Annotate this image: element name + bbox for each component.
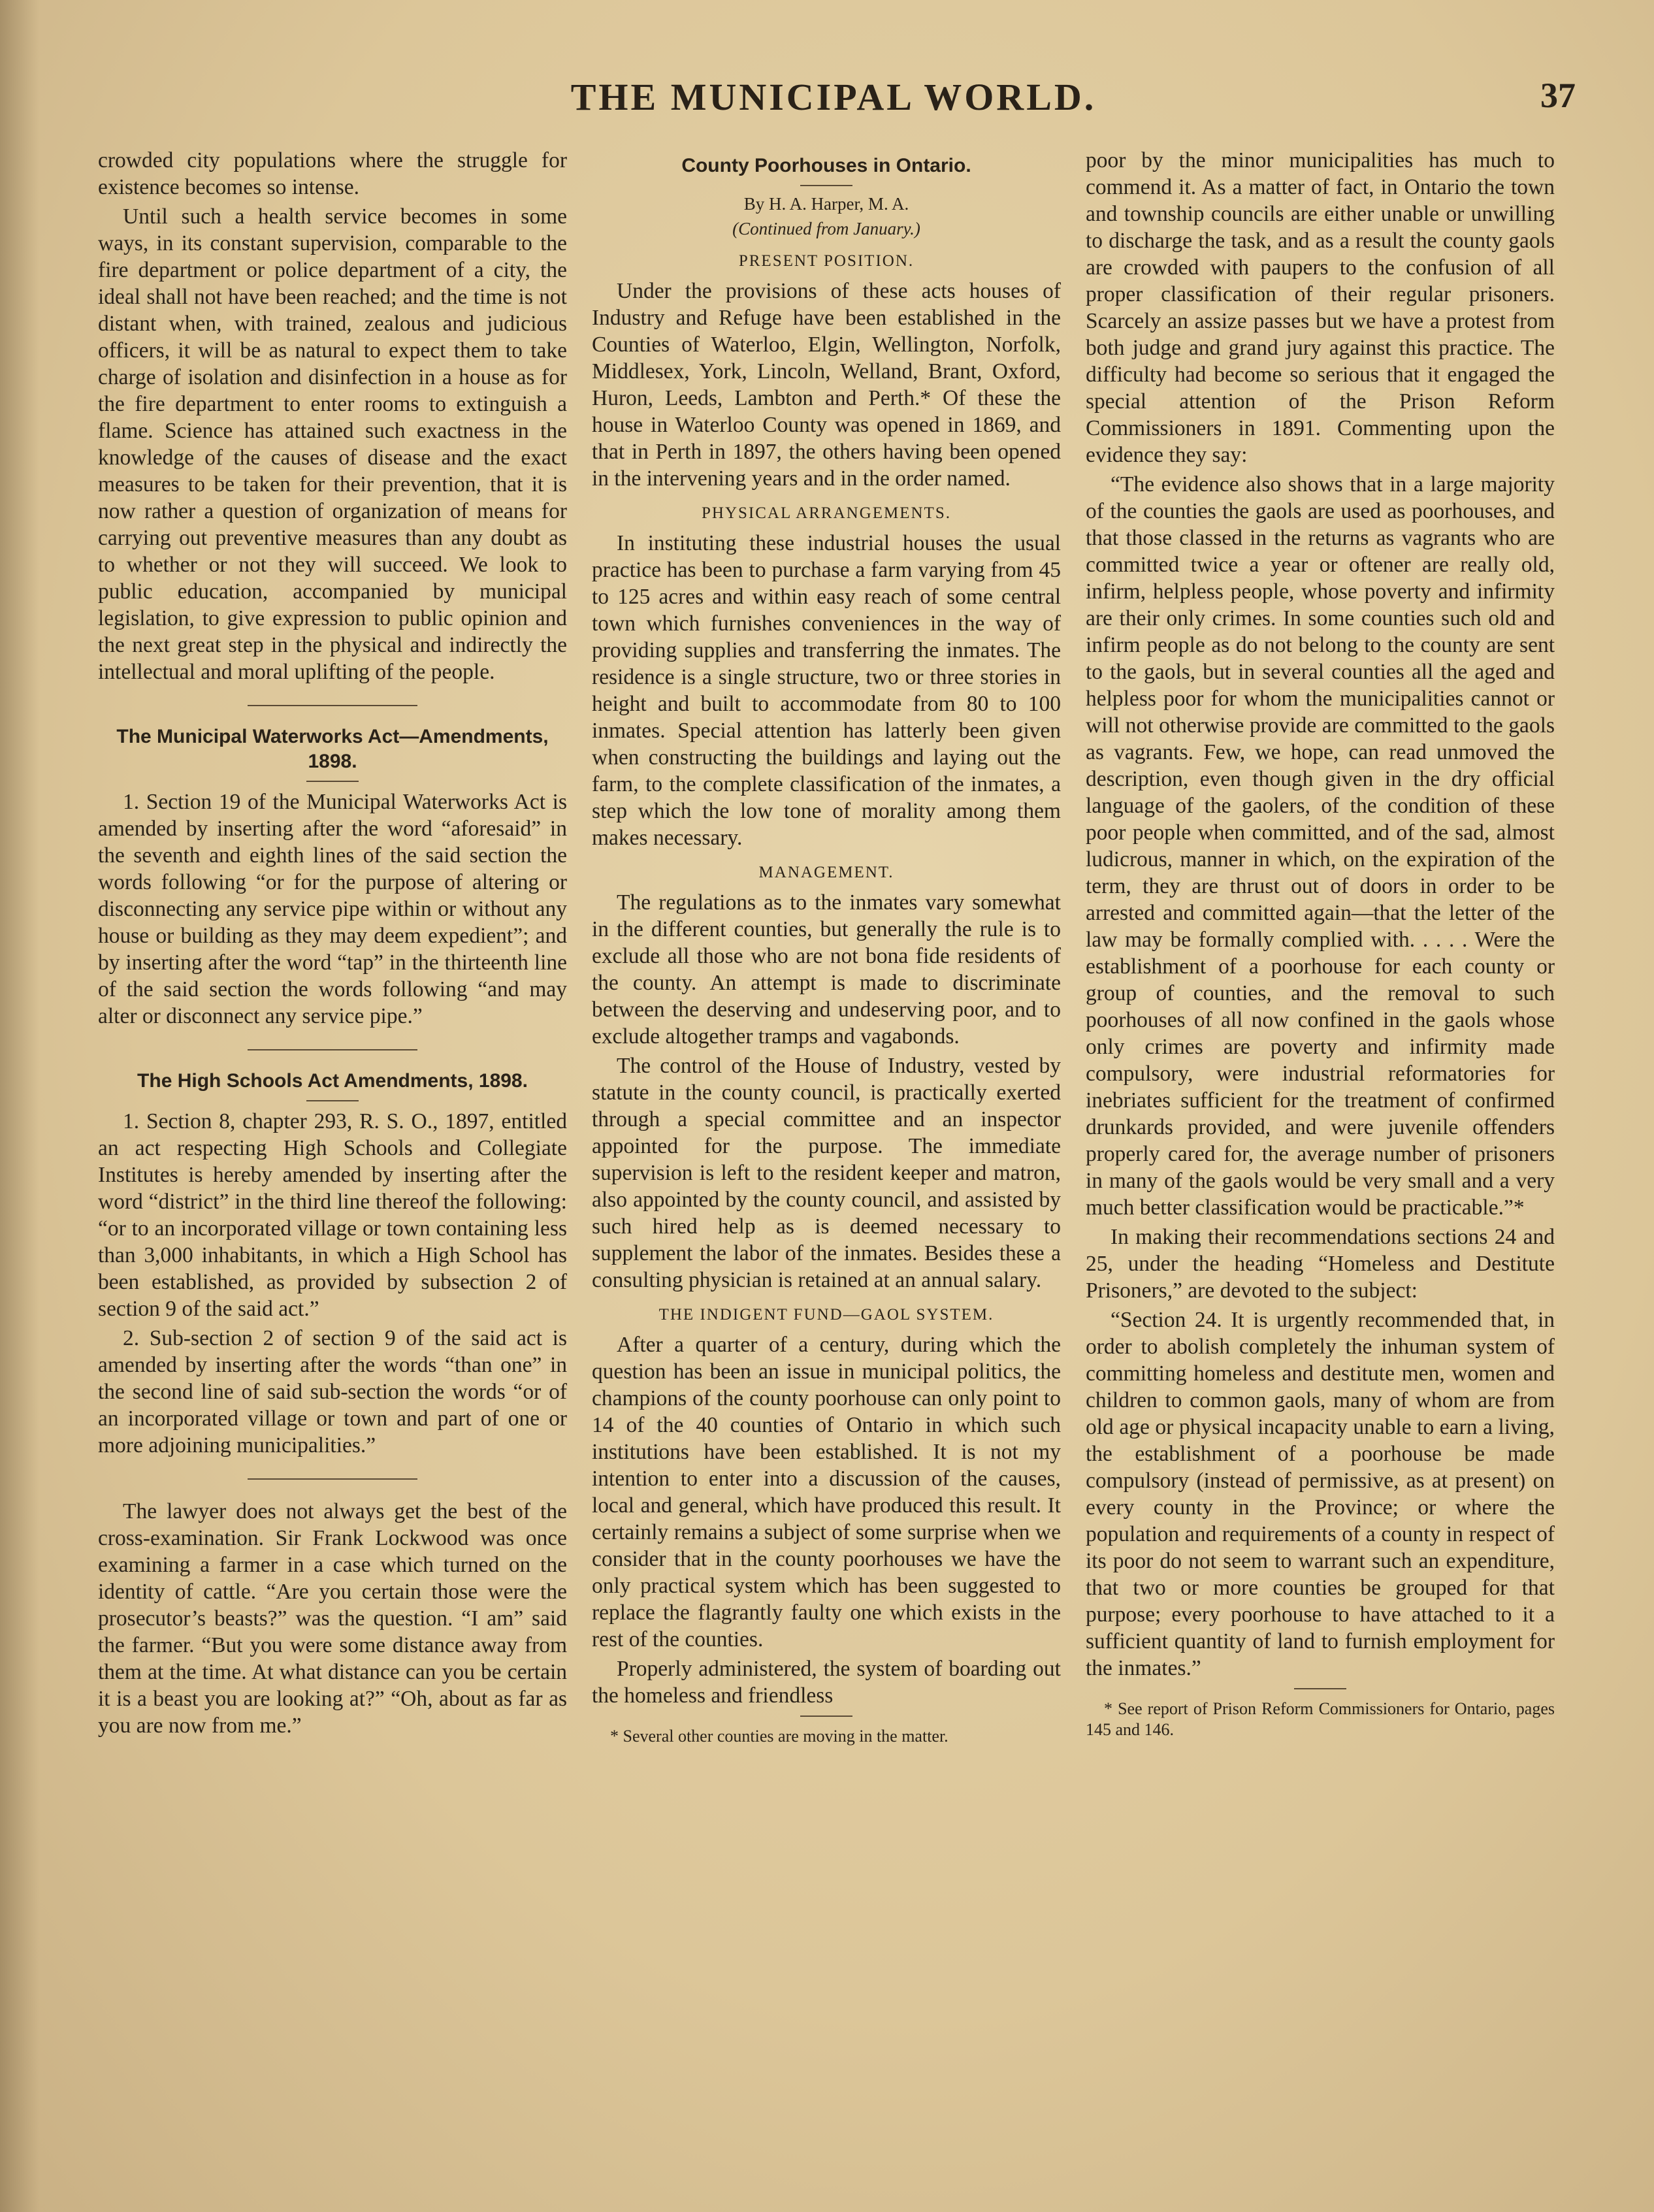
waterworks-heading: The Municipal Waterworks Act—Amendments, 1898.: [116, 726, 549, 772]
physical-arrangements-heading: PHYSICAL ARRANGEMENTS.: [701, 504, 951, 522]
byline: By H. A. Harper, M. A.: [743, 194, 909, 214]
indigent-fund-paragraph-2: Properly administered, the system of boarding out the homeless and friendless: [592, 1657, 1061, 1708]
highschools-heading: The High Schools Act Amendments, 1898.: [137, 1070, 528, 1092]
footnote: * See report of Prison Reform Commissioners for Ontario, pages 145 and 146.: [1086, 1699, 1555, 1739]
section-divider: [248, 1049, 417, 1050]
heading-rule: [800, 185, 852, 186]
heading-rule: [306, 1100, 359, 1101]
lawyer-anecdote: The lawyer does not always get the best of the cross-examination. Sir Frank Lockwood was once examining a farmer in a case which turned on the identity of cattle. “Are you certain those were the prosecutor’s beasts?” was the question. “I am” said the farmer. “But you were some distance away from them at the time. At what distance can you be certain it is a beast you are looking at?” “Oh, about as far as you are now from me.”: [98, 1499, 567, 1738]
commissioners-quote: “The evidence also shows that in a large majority of the counties the gaols are used as poorhouses, and that those classed in the returns as vagrants who are committed twice a year or oftener are really old, infirm, helpless people, whose poverty and infirmity are their only crimes. In some counties such old and infirm people as do not belong to the county are sent to the gaols, but in several counties all the aged and helpless poor for whom the municipalities cannot or will not otherwise provide are committed to the gaols as vagrants. Few, we hope, can read unmoved the description, even though given in the dry official language of the gaolers, of the condition of these poor people when committed, and of the sad, almost ludicrous, manner in which, on the expiration of the term, they are thrust out of doors in order to be arrested and committed again—that the letter of the law may be formally complied with. . . . . Were the establishment of a poorhouse for each county or group of counties, and the removal to such poorhouses of all now confined in the gaols whose only crimes are poverty and infirmity made compulsory, were industrial reformatories for inebriates sufficient for the treatment of confirmed drunkards provided, and were juvenile offenders properly cared for, the average number of prisoners in many of the gaols would be very small and a very much better classification would be practicable.”*: [1086, 472, 1555, 1220]
column-1: [98, 147, 567, 1742]
health-article-paragraph: Until such a health service becomes in some ways, in its constant supervision, comparable to the fire department or police department of a city, the ideal shall not have been reached; and the time is not distant when, with trained, zealous and judicious officers, it will be as natural to expect them to take charge of isolation and disinfection in a house as for the fire department to enter rooms to extinguish a flame. Science has attained such exactness in the knowledge of the causes of disease and the exact measures to be taken for their prevention, that it is now rather a question of organization of means for carrying out preventive measures than any doubt as to whether or not they will succeed. We look to public education, accompanied by municipal legislation, to give expression to public opinion and the next great step in the physical and indirectly the intellectual and moral uplifting of the people.: [98, 204, 567, 684]
heading-rule: [306, 781, 359, 782]
physical-arrangements-paragraph: In instituting these industrial houses the usual practice has been to purchase a farm varying from 45 to 125 acres and within easy reach of some central town which furnishes conveniences in the way of providing supplies and transferring the inmates. The residence is a single structure, two or three stories in height and built to accommodate from 80 to 100 inmates. Special attention has latterly been given when constructing the buildings and laying out the farm, to the complete classification of the inmates, a step which the low tone of morality among them makes necessary.: [592, 531, 1061, 850]
publication-title: THE MUNICIPAL WORLD.: [570, 76, 1097, 118]
recommendations-paragraph: In making their recommendations sections 24 and 25, under the heading “Homeless and Destitute Prisoners,” are devoted to the subject:: [1086, 1225, 1555, 1303]
present-position-heading: PRESENT POSITION.: [738, 252, 915, 270]
indigent-fund-heading: THE INDIGENT FUND—GAOL SYSTEM.: [658, 1306, 994, 1324]
management-heading: MANAGEMENT.: [758, 864, 894, 881]
section-divider: [248, 705, 417, 706]
column-3: [1086, 147, 1555, 1743]
health-article-end: crowded city populations where the struggle for existence becomes so intense.: [98, 148, 567, 199]
management-paragraph-2: The control of the House of Industry, vested by statute in the county council, is practically exerted through a special committee and an inspector appointed for the purpose. The immediate supervision is left to the resident keeper and matron, also appointed by the county council, and assisted by such hired help as is deemed necessary to supplement the labor of the inmates. Besides these a consulting physician is retained at an annual salary.: [592, 1054, 1061, 1292]
page-number: 37: [1540, 76, 1576, 115]
footnote-rule: [800, 1716, 852, 1717]
section-divider: [248, 1478, 417, 1480]
indigent-fund-paragraph-1: After a quarter of a century, during which the question has been an issue in municipal politics, the champions of the county poorhouse can only point to 14 of the 40 counties of Ontario in which such institutions have been established. It is not my intention to enter into a discussion of the causes, local and general, which have produced this result. It certainly remains a subject of some surprise when we consider that in the county poorhouses we have the only practical system which has been suggested to replace the flagrantly faulty one which exists in the rest of the counties.: [592, 1333, 1061, 1651]
page-header: [91, 75, 1576, 127]
management-paragraph-1: The regulations as to the inmates vary somewhat in the different counties, but generally the rule is to exclude all those who are not bona fide residents of the county. An attempt is made to discriminate between the deserving and undeserving poor, and to exclude altogether tramps and vagabonds.: [592, 890, 1061, 1049]
continued-note: (Continued from January.): [732, 219, 920, 238]
footnote: * Several other counties are moving in the matter.: [610, 1727, 949, 1746]
present-position-paragraph: Under the provisions of these acts houses of Industry and Refuge have been established in the Counties of Waterloo, Elgin, Wellington, Norfolk, Middlesex, York, Lincoln, Welland, Brant, Oxford, Huron, Leeds, Lambton and Perth.* Of these the house in Waterloo County was opened in 1869, and that in Perth in 1897, the others having been opened in the intervening years and in the order named.: [592, 279, 1061, 491]
page-gutter-shadow: [0, 0, 39, 2212]
poorhouses-continued-paragraph: poor by the minor municipalities has much to commend it. As a matter of fact, in Ontario the town and township councils are either unable or unwilling to discharge the task, and as a result the county gaols are crowded with paupers to the confusion of all proper classification of their regular prisoners. Scarcely an assize passes but we have a protest from both judge and grand jury against this practice. The difficulty had become so serious that it engaged the special attention of the Prison Reform Commissioners in 1891. Commenting upon the evidence they say:: [1086, 148, 1555, 467]
waterworks-paragraph: 1. Section 19 of the Municipal Waterworks Act is amended by inserting after the word “aforesaid” in the seventh and eighth lines of the said section the words following “or for the purpose of altering or disconnecting any service pipe within or without any house or building as they may deem expedient”; and by inserting after the word “tap” in the thirteenth line of the said section the words following “and may alter or disconnect any service pipe.”: [98, 790, 567, 1028]
column-2: [592, 147, 1061, 1749]
poorhouses-heading: County Poorhouses in Ontario.: [681, 155, 971, 176]
footnote-rule: [1294, 1688, 1346, 1689]
highschools-paragraph-2: 2. Sub-section 2 of section 9 of the said act is amended by inserting after the words “than one” in the second line of said sub-section the words “or of an incorporated village or town and part of one or more adjoining municipalities.”: [98, 1326, 567, 1457]
highschools-paragraph-1: 1. Section 8, chapter 293, R. S. O., 1897, entitled an act respecting High Schools and Collegiate Institutes is hereby amended by inserting after the word “district” in the third line thereof the following: “or to an incorporated village or town containing less than 3,000 inhabitants, in which a High School has been established, as provided by subsection 2 of section 9 of the said act.”: [98, 1109, 567, 1321]
section-24-quote: “Section 24. It is urgently recommended that, in order to abolish completely the inhuman system of committing homeless and destitute men, women and children to common gaols, many of whom are from old age or physical incapacity unable to earn a living, the establishment of a poorhouse be made compulsory (instead of permissive, as at present) on every county in the Province; or where the population and requirements of a county in respect of its poor do not seem to warrant such an expenditure, that two or more counties be grouped for that purpose; every poorhouse to have attached to it a sufficient quantity of land to furnish employment for the inmates.”: [1086, 1308, 1555, 1680]
